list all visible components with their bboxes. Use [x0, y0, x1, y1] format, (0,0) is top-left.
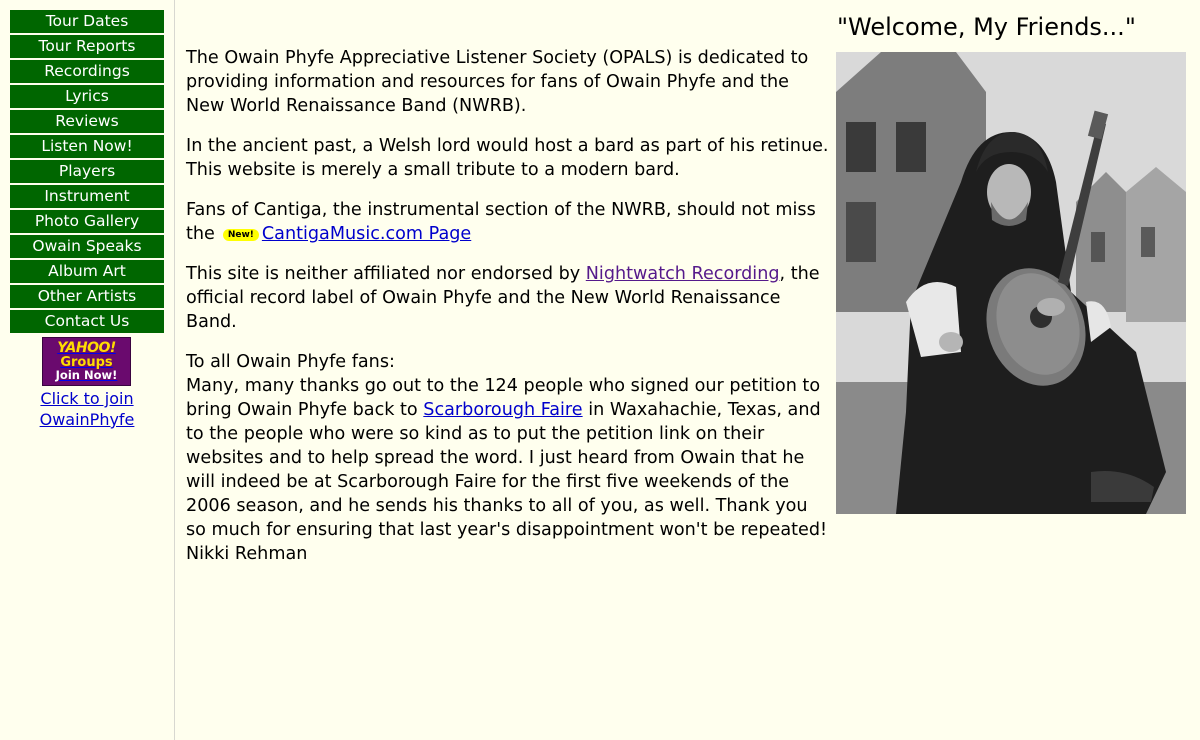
- nav-item-tour-dates[interactable]: Tour Dates: [10, 10, 164, 33]
- nav-item-other-artists[interactable]: Other Artists: [10, 285, 164, 308]
- petition-text-after: in Waxahachie, Texas, and to the people who were so kind as to put the petition link on their websites and to help spread the word. I just heard from Owain that he will indeed be at Scarborough Faire for the first five weekends of the 2006 season, and he sends his thanks to all of you, as well. Thank you so much for ensuring that last year's disappointment won't be repeated! Nikki Rehman: [186, 400, 828, 564]
- nav-item-recordings[interactable]: Recordings: [10, 60, 164, 83]
- new-badge-icon: New!: [223, 229, 259, 241]
- nav-item-contact-us[interactable]: Contact Us: [10, 310, 164, 333]
- yahoo-join-now-text: Join Now!: [55, 368, 118, 382]
- nav-item-listen-now[interactable]: Listen Now!: [10, 135, 164, 158]
- sidebar-nav: [10, 10, 164, 335]
- nav-item-album-art[interactable]: Album Art: [10, 260, 164, 283]
- intro-paragraph: The Owain Phyfe Appreciative Listener Society (OPALS) is dedicated to providing information and resources for fans of Owain Phyfe and the New World Renaissance Band (NWRB).: [186, 48, 809, 116]
- petition-greeting: To all Owain Phyfe fans:: [186, 352, 395, 372]
- nav-item-lyrics[interactable]: Lyrics: [10, 85, 164, 108]
- nav-item-tour-reports[interactable]: Tour Reports: [10, 35, 164, 58]
- petition-text-before: Many, many thanks go out to the 124 people who signed our petition to bring Owain Phyfe back to: [186, 376, 821, 420]
- cantiga-music-link[interactable]: CantigaMusic.com Page: [261, 224, 472, 244]
- nav-item-players[interactable]: Players: [10, 160, 164, 183]
- affiliation-paragraph: [186, 262, 832, 334]
- cantiga-paragraph: [186, 198, 832, 246]
- sidebar: [0, 0, 175, 740]
- yahoo-groups-badge[interactable]: [42, 337, 131, 386]
- join-group-link[interactable]: [0, 388, 174, 430]
- join-link-line1: Click to join: [40, 389, 134, 408]
- nav-item-reviews[interactable]: Reviews: [10, 110, 164, 133]
- yahoo-logo-text: YAHOO!: [57, 340, 116, 356]
- owain-phyfe-photo: [836, 52, 1186, 514]
- photo-illustration: [836, 52, 1186, 514]
- nightwatch-recording-link[interactable]: Nightwatch Recording: [585, 264, 780, 284]
- affiliation-text-after: , the official record label of Owain Phyfe and the New World Renaissance Band.: [186, 264, 820, 332]
- nav-item-owain-speaks[interactable]: Owain Speaks: [10, 235, 164, 258]
- welcome-heading: "Welcome, My Friends...": [837, 13, 1136, 41]
- petition-paragraph: [186, 350, 832, 566]
- bard-paragraph: In the ancient past, a Welsh lord would host a bard as part of his retinue. This website is merely a small tribute to a modern bard.: [186, 136, 829, 180]
- yahoo-groups-text: Groups: [60, 355, 113, 370]
- nav-item-photo-gallery[interactable]: Photo Gallery: [10, 210, 164, 233]
- nav-item-instrument[interactable]: Instrument: [10, 185, 164, 208]
- join-link-line2: OwainPhyfe: [39, 410, 135, 429]
- scarborough-faire-link[interactable]: Scarborough Faire: [423, 400, 583, 420]
- affiliation-text-before: This site is neither affiliated nor endorsed by: [186, 264, 586, 284]
- main-content: [186, 46, 832, 582]
- cantiga-text: Fans of Cantiga, the instrumental section of the NWRB, should not miss the: [186, 200, 816, 244]
